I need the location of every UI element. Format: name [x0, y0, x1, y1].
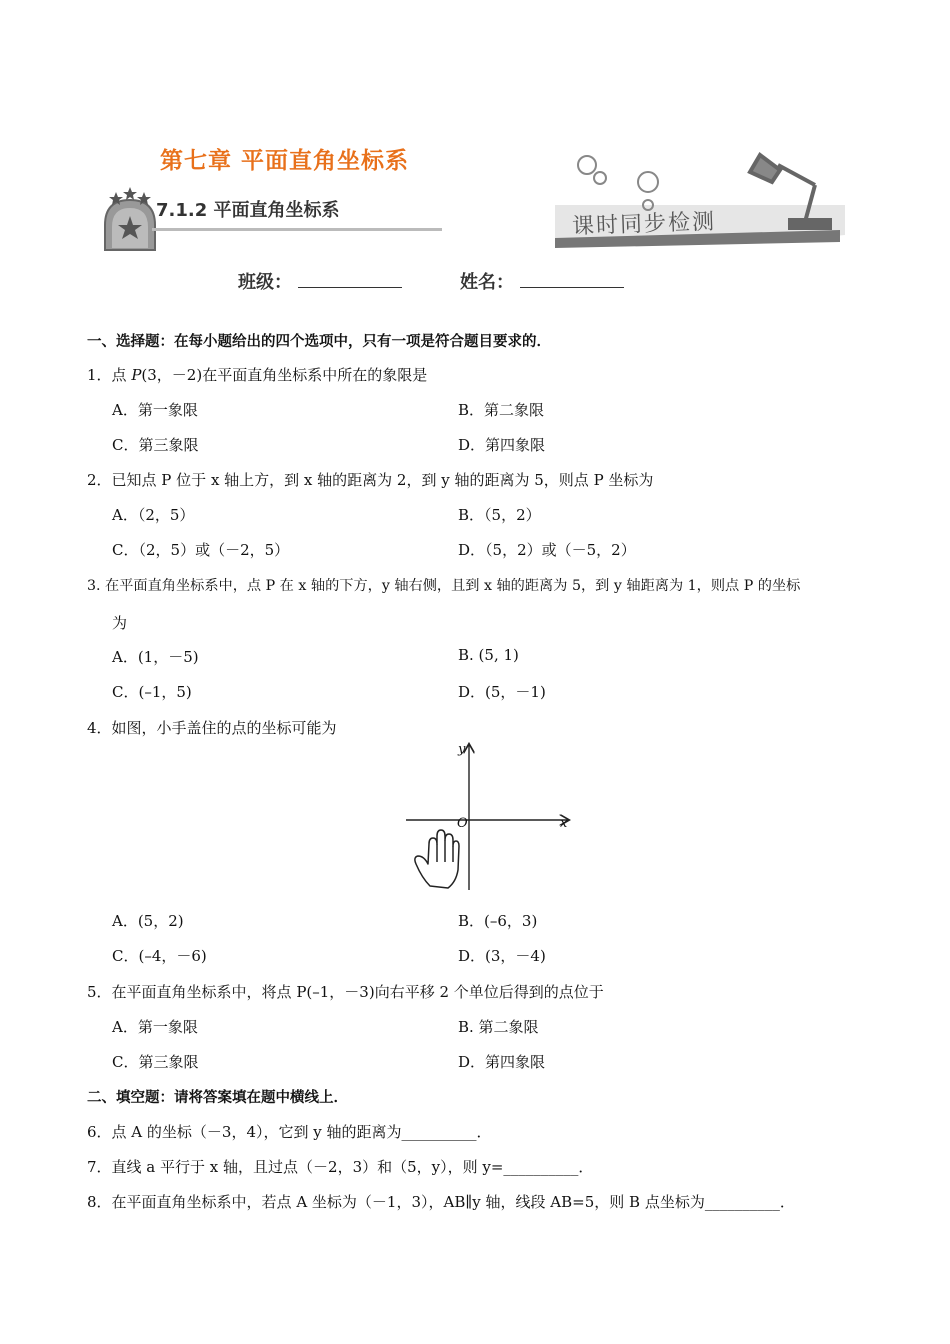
banner-text: 课时同步检测	[571, 209, 717, 240]
q4-option-b[interactable]: B．(–6，3)	[458, 912, 538, 930]
q3-option-a[interactable]: A．(1，－5)	[112, 648, 199, 666]
q4-stem: 4．如图，小手盖住的点的坐标可能为	[87, 719, 337, 737]
section-title: 7.1.2 平面直角坐标系	[156, 200, 340, 221]
q7-stem: 7．直线 a 平行于 x 轴，且过点（－2，3）和（5，y），则 y=__________．	[87, 1158, 594, 1176]
section2-title: 二、填空题：请将答案填在题中横线上．	[87, 1090, 348, 1106]
q3-stem: 3. 在平面直角坐标系中，点 P 在 x 轴的下方，y 轴右侧，且到 x 轴的距离为 5，到 y 轴距离为 1，则点 P 的坐标	[87, 578, 801, 594]
origin-label: O	[457, 816, 468, 831]
q3-option-d[interactable]: D．(5，－1)	[458, 683, 546, 701]
hand-icon	[415, 830, 459, 888]
q1-option-b[interactable]: B．第二象限	[458, 401, 545, 419]
q5-option-c[interactable]: C．第三象限	[112, 1053, 199, 1071]
q6-stem: 6．点 A 的坐标（－3，4），它到 y 轴的距离为__________．	[87, 1123, 492, 1141]
q8-stem: 8．在平面直角坐标系中，若点 A 坐标为（－1，3），AB∥y 轴，线段 AB=5，则 B 点坐标为__________．	[87, 1193, 795, 1211]
q2-option-c[interactable]: C．（2，5）或（－2，5）	[112, 541, 290, 559]
q5-stem: 5．在平面直角坐标系中，将点 P(–1，－3)向右平移 2 个单位后得到的点位于	[87, 983, 604, 1001]
q1-option-a[interactable]: A．第一象限	[112, 401, 198, 419]
name-field	[460, 268, 624, 294]
axis-y-label: y	[458, 742, 466, 757]
coordinate-diagram	[400, 740, 575, 892]
class-field	[238, 268, 402, 294]
chapter-title: 第七章 平面直角坐标系	[160, 148, 410, 174]
q5-option-a[interactable]: A．第一象限	[112, 1018, 198, 1036]
name-label: 姓名：	[460, 272, 514, 293]
q2-option-a[interactable]: A．（2，5）	[112, 506, 195, 524]
q2-option-b[interactable]: B．（5，2）	[458, 506, 541, 524]
q3-option-c[interactable]: C．(–1，5)	[112, 683, 192, 701]
name-blank[interactable]	[520, 271, 624, 288]
axis-x-label: x	[560, 816, 568, 831]
q4-option-c[interactable]: C．(–4，－6)	[112, 947, 207, 965]
q4-option-d[interactable]: D．(3，－4)	[458, 947, 546, 965]
q1-option-c[interactable]: C．第三象限	[112, 436, 199, 454]
q5-option-b[interactable]: B. 第二象限	[458, 1018, 539, 1036]
worksheet-header	[100, 130, 845, 293]
q3-stem-cont: 为	[112, 614, 128, 632]
q1-stem: 1．点 P(3，－2)在平面直角坐标系中所在的象限是	[87, 366, 428, 384]
q4-option-a[interactable]: A．(5，2)	[112, 912, 184, 930]
section1-title: 一、选择题：在每小题给出的四个选项中，只有一项是符合题目要求的．	[87, 334, 551, 350]
q1-option-d[interactable]: D．第四象限	[458, 436, 546, 454]
q2-option-d[interactable]: D．（5，2）或（－5，2）	[458, 541, 636, 559]
q2-stem: 2．已知点 P 位于 x 轴上方，到 x 轴的距离为 2，到 y 轴的距离为 5，则点 P 坐标为	[87, 471, 654, 489]
class-label: 班级：	[238, 272, 292, 293]
class-blank[interactable]	[298, 271, 402, 288]
q3-option-b[interactable]: B. (5, 1)	[458, 646, 519, 664]
star-badge-icon	[105, 187, 155, 250]
q5-option-d[interactable]: D．第四象限	[458, 1053, 546, 1071]
